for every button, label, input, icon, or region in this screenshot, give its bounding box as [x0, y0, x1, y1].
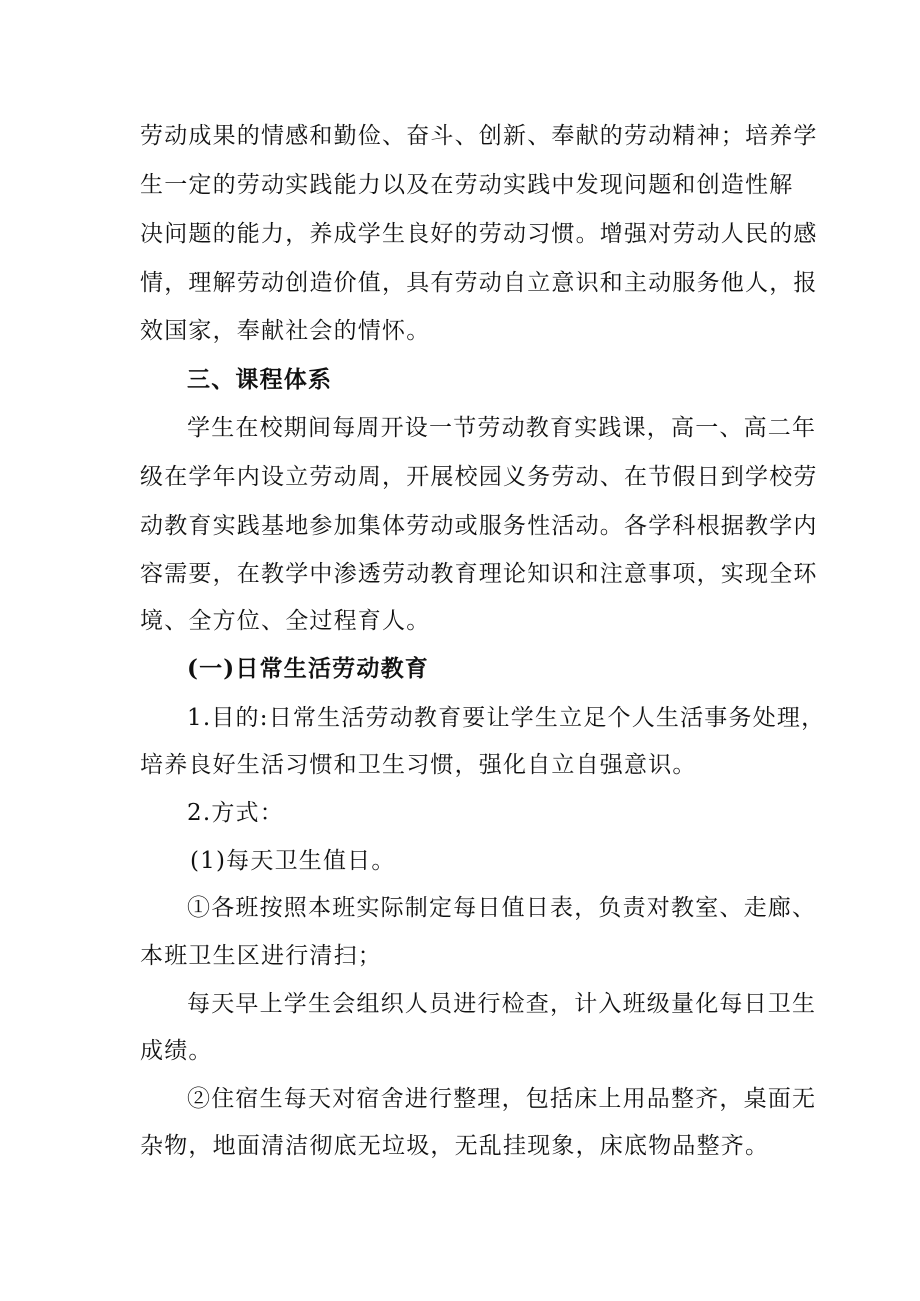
- paragraph-line: 成绩。: [140, 1038, 213, 1064]
- paragraph-line: 境、全方位、全过程育人。: [140, 608, 431, 634]
- paragraph-line: 情，理解劳动创造价值，具有劳动自立意识和主动服务他人，报: [140, 270, 818, 296]
- paragraph-line: 效国家，奉献社会的情怀。: [140, 318, 431, 344]
- paragraph-line: 容需要，在教学中渗透劳动教育理论知识和注意事项，实现全环: [140, 561, 818, 587]
- paragraph-line: 杂物，地面清洁彻底无垃圾，无乱挂现象，床底物品整齐。: [140, 1133, 770, 1159]
- paragraph-line: ①各班按照本班实际制定每日值日表，负责对教室、走廊、: [187, 895, 817, 921]
- section-heading: 三、课程体系: [187, 366, 333, 393]
- paragraph-line: 1.目的:日常生活劳动教育要让学生立足个人生活事务处理，: [187, 705, 826, 731]
- paragraph-line: 每天早上学生会组织人员进行检查，计入班级量化每日卫生: [187, 991, 817, 1017]
- paragraph-line: 级在学年内设立劳动周，开展校园义务劳动、在节假日到学校劳: [140, 464, 818, 490]
- paragraph-line: 学生在校期间每周开设一节劳动教育实践课，高一、高二年: [187, 415, 817, 441]
- paragraph-line: 培养良好生活习惯和卫生习惯，强化自立自强意识。: [140, 752, 697, 778]
- paragraph-line: ②住宿生每天对宿舍进行整理，包括床上用品整齐，桌面无: [187, 1086, 817, 1112]
- paragraph-line: 动教育实践基地参加集体劳动或服务性活动。各学科根据教学内: [140, 513, 818, 539]
- paragraph-line: 生一定的劳动实践能力以及在劳动实践中发现问题和创造性解: [140, 172, 794, 198]
- subsection-heading: (一)日常生活劳动教育: [187, 655, 429, 682]
- paragraph-line: 劳动成果的情感和勤俭、奋斗、创新、奉献的劳动精神；培养学: [140, 123, 818, 149]
- paragraph-line: 本班卫生区进行清扫；: [140, 943, 382, 969]
- paragraph-line: (1)每天卫生值日。: [190, 848, 396, 874]
- paragraph-line: 决问题的能力，养成学生良好的劳动习惯。增强对劳动人民的感: [140, 221, 818, 247]
- paragraph-line: 2.方式：: [187, 800, 284, 826]
